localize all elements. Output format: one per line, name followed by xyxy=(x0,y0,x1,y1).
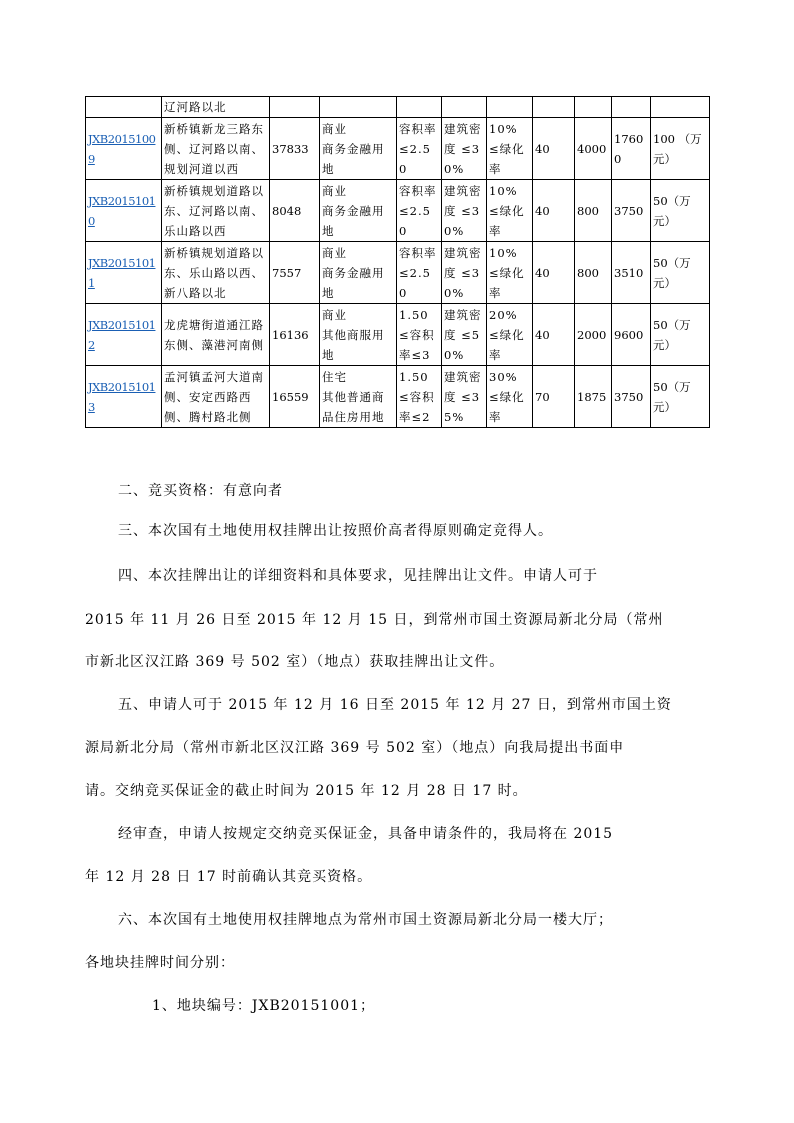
term-cell: 40 xyxy=(533,118,575,180)
area-cell: 8048 xyxy=(270,180,320,242)
plot-code-link[interactable]: JXB20151013 xyxy=(88,379,156,414)
location-cell: 新桥镇规划道路以东、乐山路以西、新八路以北 xyxy=(162,242,270,304)
plot-ratio-cell: 容积率≤2.50 xyxy=(397,242,442,304)
increment-cell: 50（万元） xyxy=(651,242,710,304)
building-density-cell: 建筑密度 ≤50% xyxy=(442,304,487,366)
building-density-cell: 建筑密度 ≤30% xyxy=(442,118,487,180)
land-use-cell: 商业 商务金融用地 xyxy=(320,180,397,242)
paragraph-principle: 三、本次国有土地使用权挂牌出让按照价高者得原则确定竞得人。 xyxy=(118,523,553,539)
code-cell xyxy=(86,304,162,366)
paragraph-documents-line1: 四、本次挂牌出让的详细资料和具体要求，见挂牌出让文件。申请人可于 xyxy=(118,568,598,584)
building-density-cell: 建筑密度 ≤30% xyxy=(442,180,487,242)
plot-code-link[interactable]: JXB20151010 xyxy=(88,193,156,228)
paragraph-review-line2: 年 12 月 28 日 17 时前确认其竞买资格。 xyxy=(85,869,373,885)
paragraph-venue-line1: 六、本次国有土地使用权挂牌地点为常州市国土资源局新北分局一楼大厅； xyxy=(118,912,613,928)
paragraph-review-line1: 经审查，申请人按规定交纳竞买保证金，具备申请条件的，我局将在 2015 xyxy=(118,826,614,842)
code-cell xyxy=(86,118,162,180)
area-cell: 16559 xyxy=(270,366,320,428)
starting-price-cell: 17600 xyxy=(612,118,651,180)
plot-code-link[interactable]: JXB20151011 xyxy=(88,255,156,290)
building-density-cell: 建筑密度 ≤35% xyxy=(442,366,487,428)
table-row xyxy=(86,118,710,180)
deposit-cell: 4000 xyxy=(575,118,612,180)
plot-ratio-cell: 1.50 ≤容积率≤3 xyxy=(397,304,442,366)
location-cell: 龙虎塘街道通江路东侧、藻港河南侧 xyxy=(162,304,270,366)
location-cell: 辽河路以北 xyxy=(162,97,270,118)
green-ratio-cell: 10% ≤绿化率 xyxy=(487,242,533,304)
location-cell: 孟河镇孟河大道南侧、安定西路西侧、腾村路北侧 xyxy=(162,366,270,428)
code-cell xyxy=(86,242,162,304)
plot-ratio-cell: 容积率≤2.50 xyxy=(397,180,442,242)
starting-price-cell: 3510 xyxy=(612,242,651,304)
location-cell: 新桥镇新龙三路东侧、辽河路以南、规划河道以西 xyxy=(162,118,270,180)
increment-cell: 50（万元） xyxy=(651,366,710,428)
table-row xyxy=(86,97,710,118)
paragraph-plot-number: 1、地块编号：JXB20151001； xyxy=(152,998,376,1014)
starting-price-cell: 9600 xyxy=(612,304,651,366)
green-ratio-cell: 10% ≤绿化率 xyxy=(487,118,533,180)
paragraph-application-line1: 五、申请人可于 2015 年 12 月 16 日至 2015 年 12 月 27 日，到常州市国土资 xyxy=(118,697,672,713)
green-ratio-cell: 10% ≤绿化率 xyxy=(487,180,533,242)
paragraph-documents-line3: 市新北区汉江路 369 号 502 室）（地点）获取挂牌出让文件。 xyxy=(85,654,505,670)
term-cell: 40 xyxy=(533,242,575,304)
area-cell: 16136 xyxy=(270,304,320,366)
term-cell: 40 xyxy=(533,304,575,366)
green-ratio-cell: 20% ≤绿化率 xyxy=(487,304,533,366)
code-cell xyxy=(86,366,162,428)
deposit-cell: 800 xyxy=(575,180,612,242)
increment-cell: 50（万元） xyxy=(651,180,710,242)
term-cell: 40 xyxy=(533,180,575,242)
land-plot-table xyxy=(85,96,710,428)
paragraph-documents-line2: 2015 年 11 月 26 日至 2015 年 12 月 15 日，到常州市国土资源局新北分局（常州 xyxy=(85,612,664,628)
paragraph-application-line2: 源局新北分局（常州市新北区汉江路 369 号 502 室）（地点）向我局提出书面申 xyxy=(85,740,625,756)
term-cell: 70 xyxy=(533,366,575,428)
code-cell xyxy=(86,180,162,242)
table-row xyxy=(86,242,710,304)
location-cell: 新桥镇规划道路以东、辽河路以南、乐山路以西 xyxy=(162,180,270,242)
land-use-cell: 商业 商务金融用地 xyxy=(320,118,397,180)
increment-cell: 50（万元） xyxy=(651,304,710,366)
table-row xyxy=(86,180,710,242)
paragraph-eligibility: 二、竞买资格：有意向者 xyxy=(118,483,283,499)
green-ratio-cell: 30% ≤绿化率 xyxy=(487,366,533,428)
deposit-cell: 800 xyxy=(575,242,612,304)
plot-ratio-cell: 1.50 ≤容积率≤2 xyxy=(397,366,442,428)
plot-ratio-cell: 容积率≤2.50 xyxy=(397,118,442,180)
table-row xyxy=(86,304,710,366)
deposit-cell: 1875 xyxy=(575,366,612,428)
table-row xyxy=(86,366,710,428)
area-cell: 37833 xyxy=(270,118,320,180)
plot-code-link[interactable]: JXB20151012 xyxy=(88,317,156,352)
land-use-cell: 商业 商务金融用地 xyxy=(320,242,397,304)
land-use-cell: 商业 其他商服用地 xyxy=(320,304,397,366)
starting-price-cell: 3750 xyxy=(612,366,651,428)
paragraph-application-line3: 请。交纳竞买保证金的截止时间为 2015 年 12 月 28 日 17 时。 xyxy=(85,783,528,799)
building-density-cell: 建筑密度 ≤30% xyxy=(442,242,487,304)
starting-price-cell: 3750 xyxy=(612,180,651,242)
plot-code-link[interactable]: JXB20151009 xyxy=(88,131,156,166)
land-use-cell: 住宅 其他普通商品住房用地 xyxy=(320,366,397,428)
deposit-cell: 2000 xyxy=(575,304,612,366)
increment-cell: 100 （万元） xyxy=(651,118,710,180)
paragraph-venue-line2: 各地块挂牌时间分别： xyxy=(85,955,235,971)
area-cell: 7557 xyxy=(270,242,320,304)
